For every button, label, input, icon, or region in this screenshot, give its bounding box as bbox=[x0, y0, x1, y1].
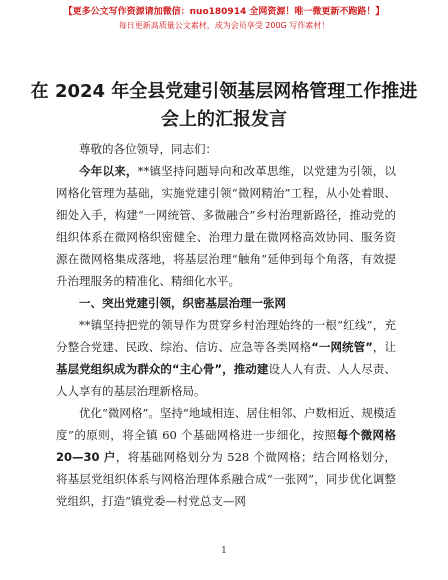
para3-a: 优化“微网格”。坚持“地域相连、居住相邻、户数相近、规模适度”的原则，将全镇 60 个基础网格进一步细化，按照 bbox=[56, 406, 396, 442]
para2-d: 基层党组织成为群众的“主心骨”，推动建 bbox=[56, 362, 269, 376]
section-heading-1: 一、突出党建引领，织密基层治理一张网 bbox=[79, 296, 286, 310]
paragraph-micro-grid bbox=[56, 402, 396, 512]
document-title: 在 2024 年全县党建引领基层网格管理工作推进会上的汇报发言 bbox=[30, 81, 418, 130]
intro-text: **镇坚持问题导向和改革思维，以党建为引领，以网格化管理为基础，实施党建引领“微网精治”工程，从小处着眼、细处入手，构建“一网统管、多微融合”乡村治理新路径，推动党的组织体系在微网格织密健全、治理力量在微网格高效协同、服务资源在微网格集成落地，将基层治理“触角”延伸到每个角落，有效提升治理服务的精准化、精细化水平。 bbox=[56, 164, 396, 288]
para2-e: 设人人有责、人人尽责、人人享有的基层治理新格局。 bbox=[56, 362, 396, 398]
para3-b: 每个微网格 20—30 户 bbox=[56, 428, 397, 464]
para2-a: **镇坚持把党的领导作为贯穿乡村治理始终的一根“红线”，充分整合党建、民政、综治、信访、应急等各类网格 bbox=[56, 318, 396, 354]
para2-b: “一网统管” bbox=[311, 340, 373, 354]
salutation: 尊敬的各位领导，同志们： bbox=[79, 142, 217, 156]
promo-line-1: 【更多公文写作资源请加微信：nuo180914 全网资源！唯一微更新不跑路！】 bbox=[63, 7, 385, 17]
promo-banner bbox=[0, 6, 448, 32]
document-body bbox=[56, 138, 396, 512]
para2-c: ，让 bbox=[372, 340, 397, 354]
intro-lead: 今年以来， bbox=[79, 164, 138, 178]
paragraph-intro bbox=[56, 160, 396, 292]
paragraph-section1 bbox=[56, 314, 396, 402]
page-number: 1 bbox=[221, 546, 227, 556]
promo-line-2: 每日更新高质量公文素材，成为会员享受 200G 写作素材！ bbox=[118, 21, 330, 30]
para3-c: ，将基础网格划分为 528 个微网格；结合网格划分，将基层党组织体系与网格治理体系融合成“一张网”，同步优化调整党组织，打造“镇党委—村党总支—网 bbox=[56, 450, 397, 508]
